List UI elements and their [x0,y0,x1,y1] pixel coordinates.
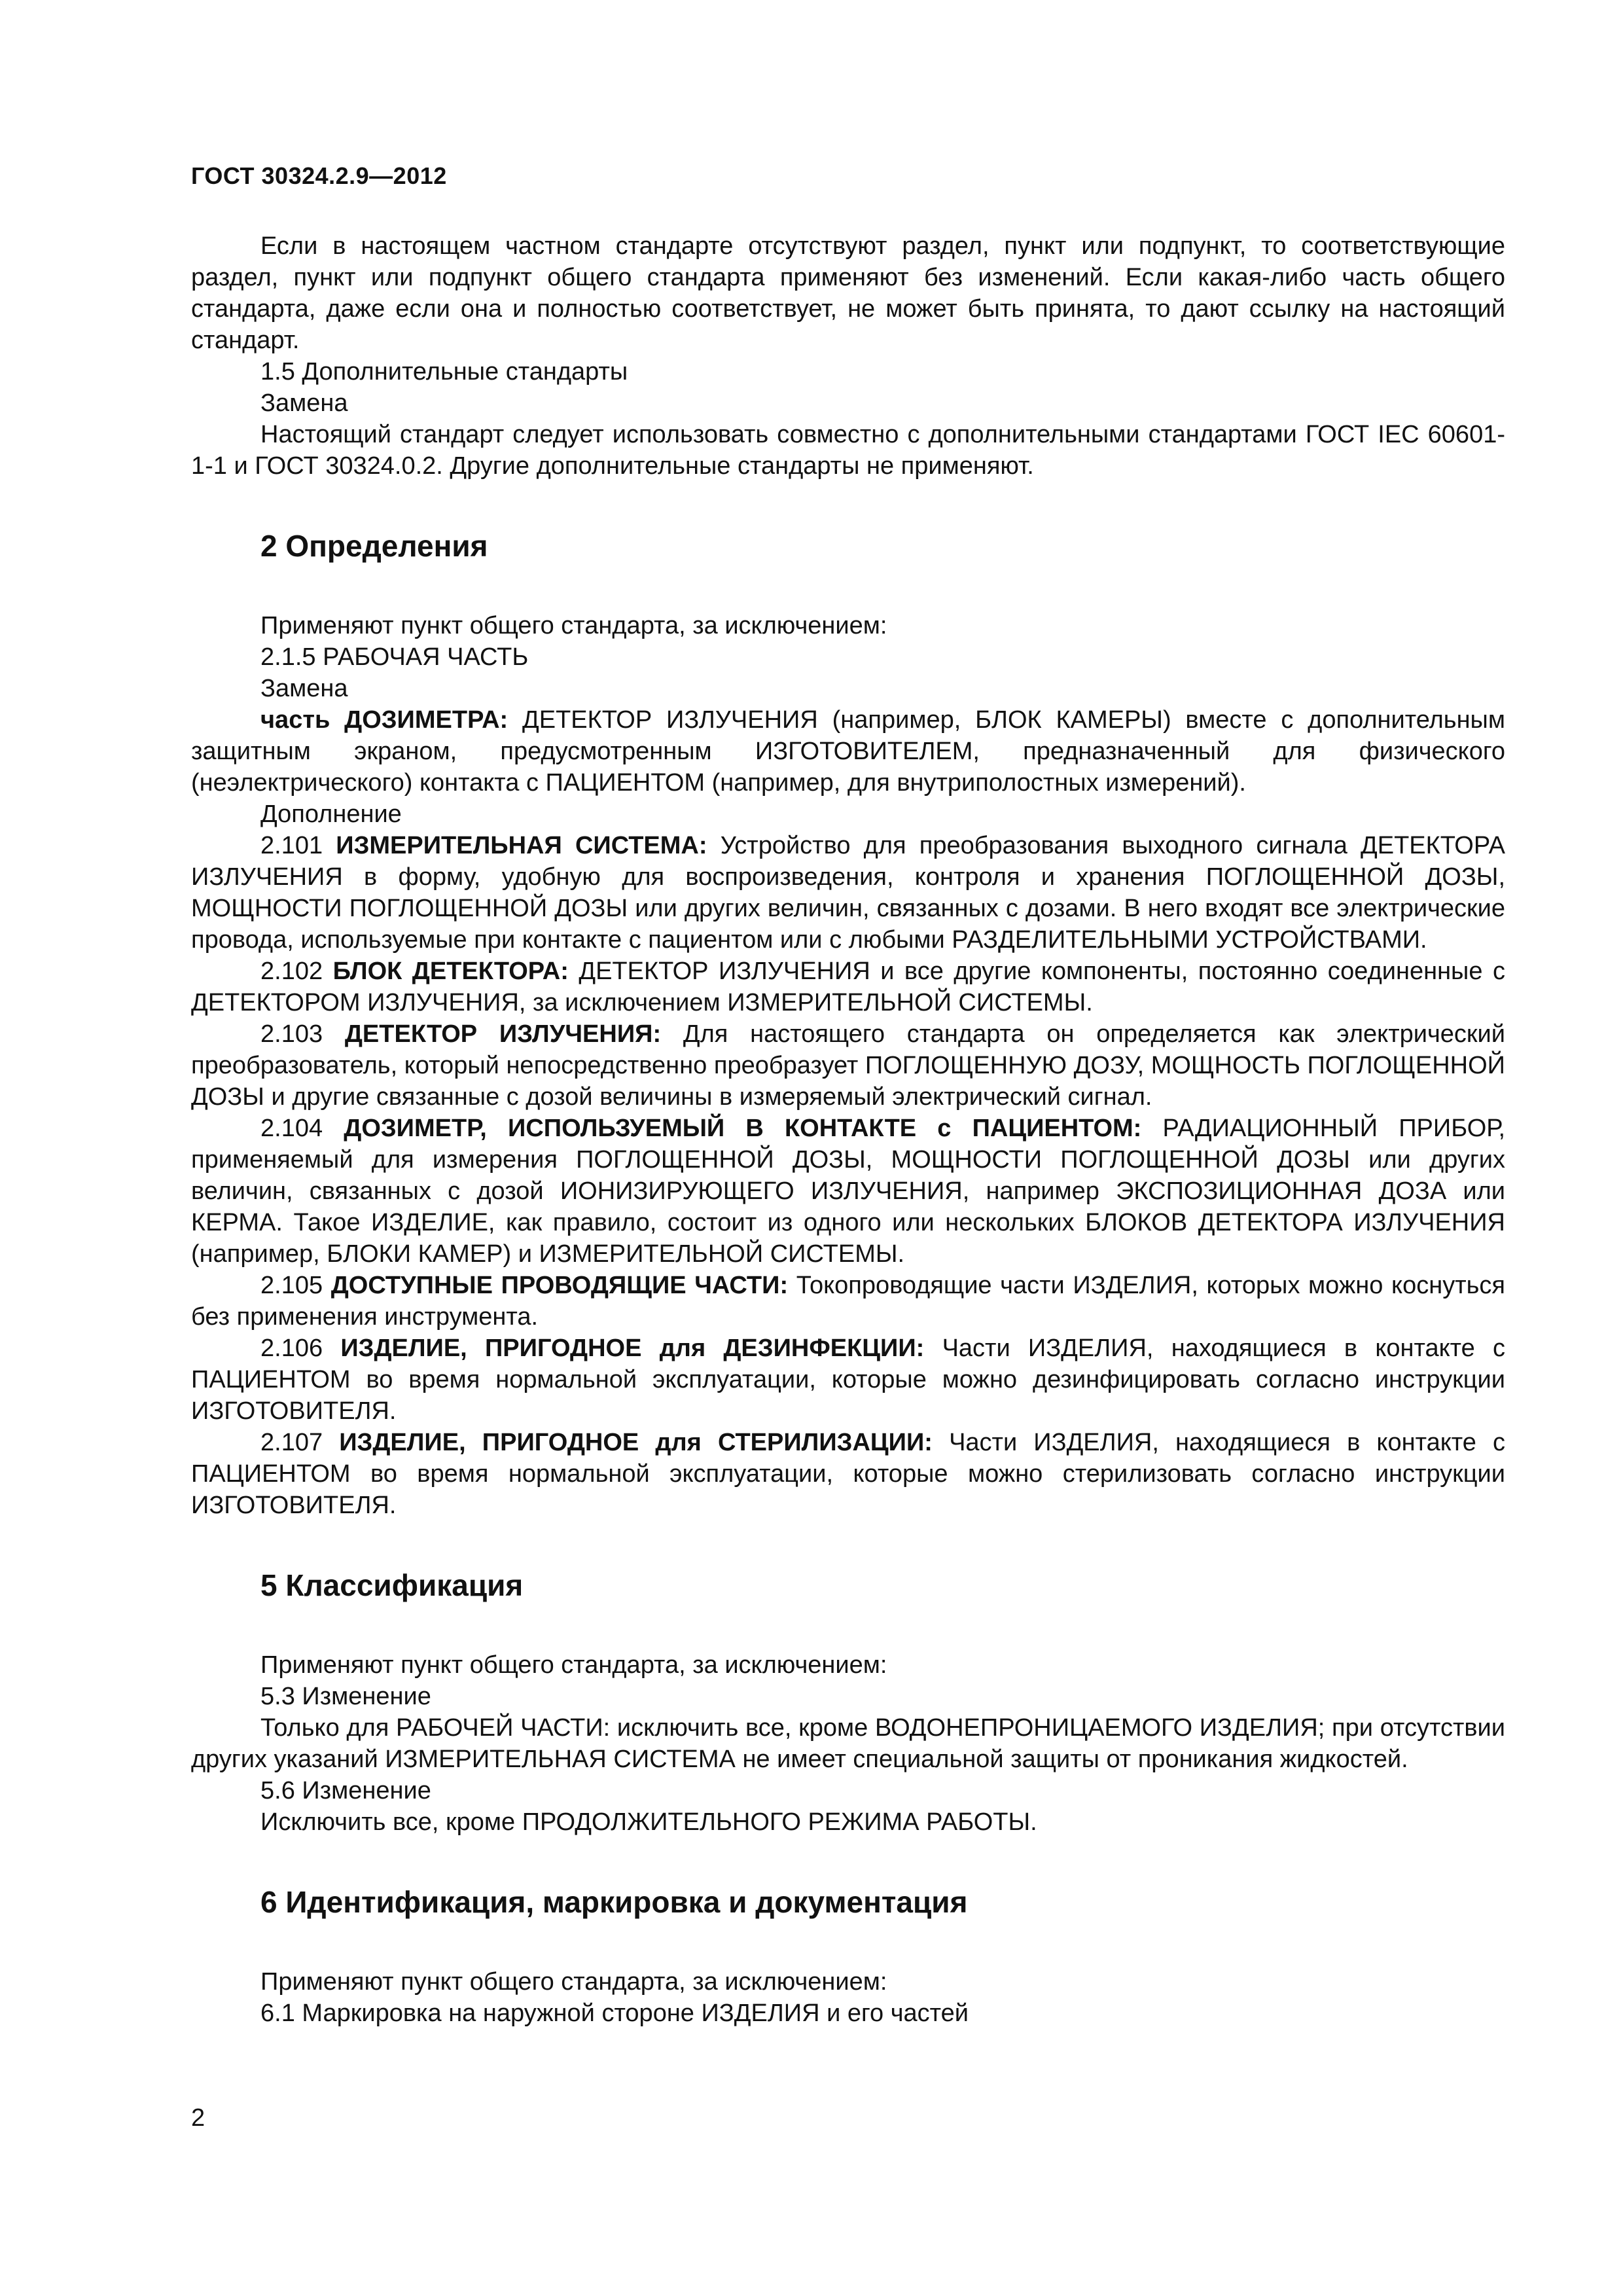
definition-2-107 [191,1427,1505,1521]
intro-paragraph: Если в настоящем частном стандарте отсутствуют раздел, пункт или подпункт, то соответствующие раздел, пункт или подпункт общего стандарта применяют без изменений. Если какая-либо часть общего стандарта, даже если она и полностью соответствует, не может быть принята, то дают ссылку на настоящий стандарт. [191,232,1505,354]
clause-1-5-text: Настоящий стандарт следует использовать совместно с дополнительными стандартами ГОСТ IEC 60601-1-1 и ГОСТ 30324.0.2. Другие дополнительные стандарты не применяют. [191,421,1505,480]
document-header: ГОСТ 30324.2.9—2012 [191,162,447,189]
section-2-apply: Применяют пункт общего стандарта, за исключением: [260,612,887,639]
section-2-heading: 2 Определения [260,529,488,563]
definition-2-106 [191,1333,1505,1427]
section-5-apply: Применяют пункт общего стандарта, за исключением: [260,1651,887,1679]
clause-5-3-text: Только для РАБОЧЕЙ ЧАСТИ: исключить все, кроме ВОДОНЕПРОНИЦАЕМОГО ИЗДЕЛИЯ; при отсутствии других указаний ИЗМЕРИТЕЛЬНАЯ СИСТЕМА не имеет специальной защиты от проникания жидкостей. [191,1714,1505,1773]
definition-text: Устройство для преобразования выходного сигнала ДЕТЕКТОРА ИЗЛУЧЕНИЯ в форму, удобную для воспроизведения, контроля и хранения ПОГЛОЩЕННОЙ ДОЗЫ, МОЩНОСТИ ПОГЛОЩЕННОЙ ДОЗЫ или других величин, связанных с дозами. В него входят все электрические провода, используемые при контакте с пациентом или с любыми РАЗДЕЛИТЕЛЬНЫМИ УСТРОЙСТВАМИ. [191,832,1505,954]
section-6-heading: 6 Идентификация, маркировка и документация [260,1885,968,1919]
definition-term: ДОЗИМЕТР, ИСПОЛЬЗУЕМЫЙ В КОНТАКТЕ с ПАЦИЕНТОМ: [344,1115,1142,1142]
definition-text: ДЕТЕКТОР ИЗЛУЧЕНИЯ (например, БЛОК КАМЕРЫ) вместе с дополнительным защитным экраном, предусмотренным ИЗГОТОВИТЕЛЕМ, предназначенный для физического (неэлектрического) контакта с ПАЦИЕНТОМ (например, для внутриполостных измерений). [191,706,1505,797]
definition-term: ДЕТЕКТОР ИЗЛУЧЕНИЯ: [344,1020,662,1048]
definition-text: Токопроводящие части ИЗДЕЛИЯ, которых можно коснуться без применения инструмента. [191,1272,1505,1331]
page-number: 2 [191,2104,205,2132]
section-6-apply: Применяют пункт общего стандарта, за исключением: [260,1968,887,1996]
definition-number: 2.103 [260,1020,345,1048]
definition-text: РАДИАЦИОННЫЙ ПРИБОР, применяемый для измерения ПОГЛОЩЕННОЙ ДОЗЫ, МОЩНОСТИ ПОГЛОЩЕННОЙ ДОЗЫ или других величин, связанных с дозой ИОНИЗИРУЮЩЕГО ИЗЛУЧЕНИЯ, например ЭКСПОЗИЦИОННАЯ ДОЗА или КЕРМА. Такое ИЗДЕЛИЕ, как правило, состоит из одного или нескольких БЛОКОВ ДЕТЕКТОРА ИЗЛУЧЕНИЯ (например, БЛОКИ КАМЕР) и ИЗМЕРИТЕЛЬНОЙ СИСТЕМЫ. [191,1115,1505,1268]
clause-6-1-title: 6.1 Маркировка на наружной стороне ИЗДЕЛИЯ и его частей [260,2000,969,2027]
definition-number: 2.104 [260,1115,344,1142]
clause-2-1-5-replacement: Замена [260,675,348,702]
definition-text: Части ИЗДЕЛИЯ, находящиеся в контакте с ПАЦИЕНТОМ во время нормальной эксплуатации, которые можно стерилизовать согласно инструкции ИЗГОТОВИТЕЛЯ. [191,1429,1506,1519]
definition-number: 2.105 [260,1272,331,1299]
definition-term: ИЗМЕРИТЕЛЬНАЯ СИСТЕМА: [336,832,707,859]
definition-2-103 [191,1018,1505,1113]
definition-term: часть ДОЗИМЕТРА: [260,706,508,734]
definition-number: 2.101 [260,832,336,859]
clause-2-addition: Дополнение [260,800,402,828]
definition-text: Для настоящего стандарта он определяется как электрический преобразователь, который непосредственно преобразует ПОГЛОЩЕННУЮ ДОЗУ, МОЩНОСТЬ ПОГЛОЩЕННОЙ ДОЗЫ и другие связанные с дозой величины в измеряемый электрический сигнал. [191,1020,1505,1111]
definition-term: ИЗДЕЛИЕ, ПРИГОДНОЕ для СТЕРИЛИЗАЦИИ: [339,1429,933,1456]
definition-2-101 [191,830,1505,956]
definition-2-105 [191,1270,1505,1333]
clause-1-5-replacement: Замена [260,389,348,417]
definition-term: ИЗДЕЛИЕ, ПРИГОДНОЕ для ДЕЗИНФЕКЦИИ: [340,1335,925,1362]
clause-2-1-5-title: 2.1.5 РАБОЧАЯ ЧАСТЬ [260,643,529,671]
definition-number: 2.106 [260,1335,341,1362]
definition-term: БЛОК ДЕТЕКТОРА: [332,958,569,985]
definition-text: Части ИЗДЕЛИЯ, находящиеся в контакте с ПАЦИЕНТОМ во время нормальной эксплуатации, которые можно дезинфицировать согласно инструкции ИЗГОТОВИТЕЛЯ. [191,1335,1505,1425]
definition-text: ДЕТЕКТОР ИЗЛУЧЕНИЯ и все другие компоненты, постоянно соединенные с ДЕТЕКТОРОМ ИЗЛУЧЕНИЯ, за исключением ИЗМЕРИТЕЛЬНОЙ СИСТЕМЫ. [191,958,1505,1016]
clause-5-6-title: 5.6 Изменение [260,1777,431,1804]
definition-working-part [191,704,1505,798]
definition-2-104 [191,1113,1505,1270]
document-body [191,230,1505,2029]
clause-1-5-title: 1.5 Дополнительные стандарты [260,358,628,386]
definition-2-102 [191,956,1505,1018]
clause-5-3-title: 5.3 Изменение [260,1683,431,1710]
section-5-heading: 5 Классификация [260,1568,524,1602]
definition-number: 2.107 [260,1429,340,1456]
clause-5-6-text: Исключить все, кроме ПРОДОЛЖИТЕЛЬНОГО РЕЖИМА РАБОТЫ. [260,1808,1037,1836]
definition-number: 2.102 [260,958,333,985]
definition-term: ДОСТУПНЫЕ ПРОВОДЯЩИЕ ЧАСТИ: [330,1272,789,1299]
